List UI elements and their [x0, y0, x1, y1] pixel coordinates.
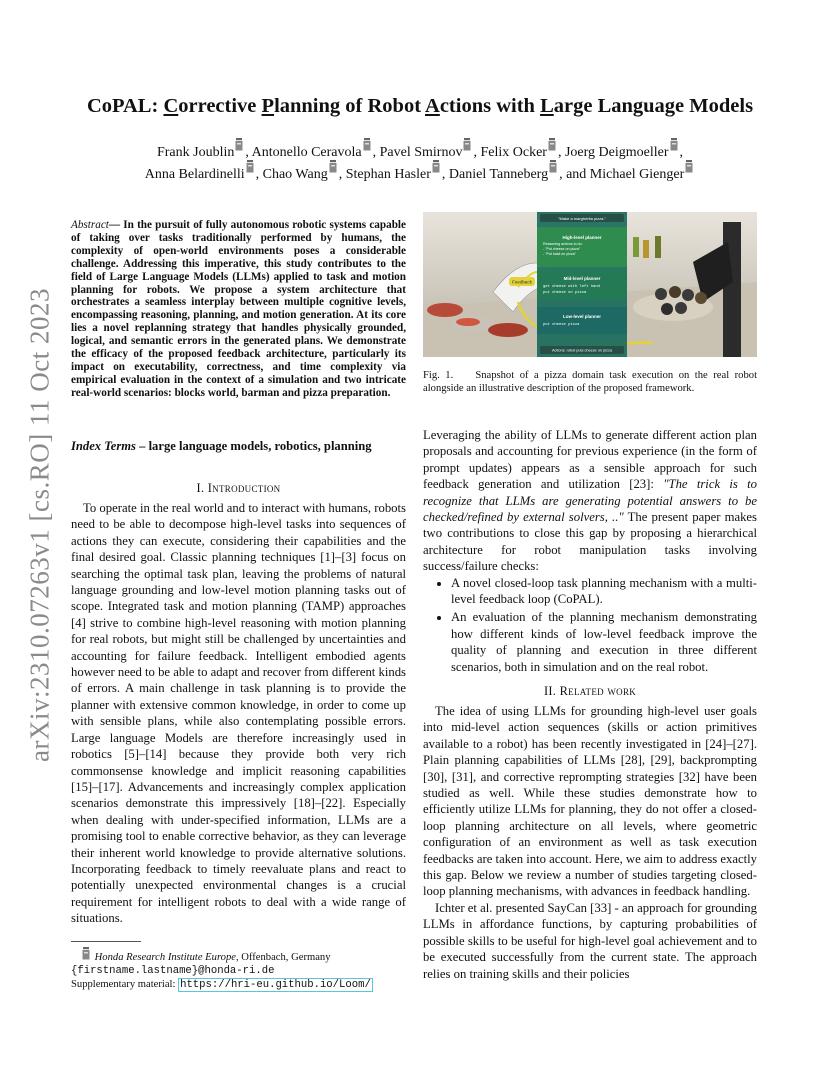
fig-action-text: Actions: robot puts cheese on pizza — [552, 348, 612, 353]
author-name: , Felix Ocker — [473, 145, 547, 160]
author-name: , Joerg Deigmoeller — [557, 145, 669, 160]
section-title: Related work — [559, 684, 637, 698]
supplementary-label: Supplementary material: — [71, 979, 179, 990]
intro-body — [71, 500, 406, 927]
caption-label: Fig. 1. — [423, 370, 454, 381]
honda-affiliation-icon — [670, 138, 678, 151]
author-separator: , — [679, 145, 684, 160]
arxiv-sidebar-stamp — [22, 290, 58, 760]
title-initial: P — [261, 95, 275, 117]
honda-affiliation-icon — [329, 160, 337, 173]
col2-intro-continued — [423, 427, 757, 677]
fig-mid-line: put cheese on pizza — [543, 291, 587, 295]
fig-bubble-text: "Make a margherita pizza." — [558, 216, 606, 221]
honda-affiliation-icon — [363, 138, 371, 151]
title-part: arge Language Models — [553, 95, 754, 117]
honda-affiliation-icon — [235, 138, 243, 151]
section-number: II. — [543, 684, 560, 698]
col2-paragraph-1 — [423, 427, 757, 575]
col2-text: Leveraging the ability of LLMs to generate different action plan proposals and accounting for previous experience (in the form of prompt updates) appears as a sensible approach for such feedback generation and utilization [23]: — [423, 428, 757, 492]
footnote-affiliation — [71, 947, 406, 965]
intro-paragraph: To operate in the real world and to interact with humans, robots need to be able to decompose high-level tasks into sequences of actions they can execute, considering their capabilities and the final desired goal. Classic planning techniques [1]–[3] focus on searching the optimal task plan, leaving the problems of natural language grounding and low-level motion planning tasks out of scope. Integrated task and motion planning (TAMP) approaches [4] strive to combine high-level reasoning with motion planning for real robots, but might still be challenged by uncertainties and accounting for failure feedback. Intelligent embodied agents however need to be able to adapt and recover from different kinds of errors. A main challenge in task planning is to provide the planner with extensive common knowledge, in order to come up with sensible plans, while also contemplating possible errors. Large language Models are therefore increasingly used in robotics [5]–[14] because they provide both very rich commonsense knowledge and implicit reasoning capabilities [15]–[17]. Advancements and increasingly complex application scenarios demonstrate this impressively [18]–[22]. Especially when dealing with under-specified information, LLMs are a promising tool to enable corrective behavior, as they can leverage their inherent world knowledge to provide alternative solutions. Incorporating feedback to timely reevaluate plans and react to potentially unexpected environmental changes is a crucial requirement for intelligent robots to deal with a wide range of situations. — [71, 501, 406, 926]
arxiv-id: arXiv:2310.07263v1 [cs.RO] 11 Oct 2023 — [24, 288, 55, 762]
author-name: , and Michael Gienger — [559, 167, 685, 182]
author-line-1 — [80, 142, 760, 164]
caption-text: Snapshot of a pizza domain task execution on the real robot alongside an illustrative description of the proposed framework. — [423, 370, 758, 394]
footnote-supplementary — [71, 978, 406, 993]
index-terms — [71, 438, 406, 454]
index-terms-text: – large language models, robotics, planning — [135, 439, 372, 453]
related-work-paragraph: The idea of using LLMs for grounding high-level user goals into mid-level action sequences (skills or action primitives available to a robot) has been recently investigated in [24]–[27]. Plain planning capabilities of LLMs [28], [29], backprompting [30], [31], and corrective reprompting strategies [32] have been studied as well. While these studies demonstrate how to efficiently utilize LLMs for planning, they do not offer a closed-loop planning architecture on all levels, where geometric configuration of an environment as well as task execution feedbacks are taken into account. Here, we aim to address exactly this gap. Below we review a number of studies targeting closed-loop planning mechanisms, with advances in feedback handling. — [423, 704, 757, 899]
contributions-list — [423, 575, 757, 675]
section-number: I. — [196, 481, 208, 495]
author-name: , Antonello Ceravola — [245, 145, 362, 160]
footnote — [71, 947, 406, 993]
title-initial: L — [540, 95, 554, 117]
title-part: orrective — [178, 95, 262, 117]
fig-high-title: High-level planner — [562, 235, 602, 240]
title-initial: C — [163, 95, 179, 117]
title-part: lanning of Robot — [274, 95, 426, 117]
fig-low-title: Low-level planner — [562, 314, 602, 319]
affiliation-name: Honda Research Institute Europe — [94, 952, 236, 963]
col2-quote: "The trick is to recognize that LLMs are generating potential answers to be checked/refined by external solvers, .." — [423, 477, 757, 525]
author-list — [80, 142, 760, 186]
honda-affiliation-icon — [432, 160, 440, 173]
figure-1-image — [423, 212, 757, 357]
fig-mid-title: Mid-level planner — [563, 276, 601, 281]
supplementary-link[interactable]: https://hri-eu.github.io/Loom/ — [180, 979, 371, 991]
fig-high-line: - "Put cheese on pizza" — [543, 247, 581, 251]
author-name: , Chao Wang — [255, 167, 328, 182]
title-part: ctions with — [439, 95, 541, 117]
section-heading-introduction — [71, 481, 406, 496]
list-item: • An evaluation of the planning mechanism demonstrating how different kinds of low-level feedback improve the quality of planning and execution in three different scenarios, both in simulation and on the real robot. — [451, 609, 757, 675]
honda-affiliation-icon — [82, 947, 90, 960]
title-part: CoPAL: — [86, 95, 164, 117]
section-title: Introduction — [207, 481, 281, 495]
abstract — [71, 219, 406, 400]
col2-text: The present paper makes two contributions to close this gap by proposing a hierarchical architecture for robot manipulation tasks involving success/failure checks: — [423, 510, 757, 574]
affiliation-location: , Offenbach, Germany — [235, 952, 331, 963]
figure-1-scene — [423, 212, 757, 357]
author-name: , Stephan Hasler — [338, 167, 431, 182]
section-heading-related-work — [423, 684, 757, 699]
footnote-rule — [71, 941, 141, 942]
figure-1-caption — [423, 369, 757, 395]
title-initial: A — [425, 95, 440, 117]
author-name: , Daniel Tanneberg — [441, 167, 549, 182]
paper-title — [70, 95, 770, 118]
abstract-text: — In the pursuit of fully autonomous robotic systems capable of taking over tasks traditionally performed by humans, the complexity of open-world environments poses a considerable challenge. Addressing this imperative, this study contributes to the field of Large Language Models (LLMs) applied to task and motion planning for robots. We propose a system architecture that orchestrates a seamless interplay between multiple cognitive levels, encompassing reasoning, planning, and motion generation. At its core lies a novel replanning strategy that handles physically grounded, logical, and semantic errors in the generated plans. We demonstrate the efficacy of the proposed feedback architecture, particularly its impact on executability, correctness, and time complexity via empirical evaluation in the context of a simulation and two intricate real-world scenarios: blocks world, barman and pizza preparation. — [71, 219, 406, 399]
fig-low-line: put cheese pizza — [543, 323, 580, 327]
fig-high-line: - "Put basil on pizza" — [543, 252, 576, 256]
fig-high-line: Reasoning actions to do: — [543, 242, 583, 246]
author-line-2 — [80, 164, 760, 186]
author-name: Frank Joublin — [156, 145, 235, 160]
author-name: Anna Belardinelli — [144, 167, 245, 182]
author-name: , Pavel Smirnov — [372, 145, 463, 160]
honda-affiliation-icon — [549, 160, 557, 173]
related-work-paragraph: Ichter et al. presented SayCan [33] - an approach for grounding LLMs in affordance functions, by capturing probabilities of possible skills to be useful for high-level goal achievement and to be executed successfully from the current state. The approach relies on training skills and their policies — [423, 900, 757, 981]
honda-affiliation-icon — [463, 138, 471, 151]
fig-feedback-label: Feedback — [512, 279, 532, 285]
list-item: • A novel closed-loop task planning mechanism with a multi-level feedback loop (CoPAL). — [451, 575, 757, 608]
honda-affiliation-icon — [685, 160, 693, 173]
index-terms-label: Index Terms — [71, 439, 136, 453]
footnote-email: {firstname.lastname}@honda-ri.de — [71, 964, 275, 977]
honda-affiliation-icon — [246, 160, 254, 173]
honda-affiliation-icon — [548, 138, 556, 151]
related-work-body — [423, 703, 757, 982]
abstract-label: Abstract — [71, 219, 109, 231]
fig-mid-line: get cheese with left hand — [543, 285, 600, 289]
